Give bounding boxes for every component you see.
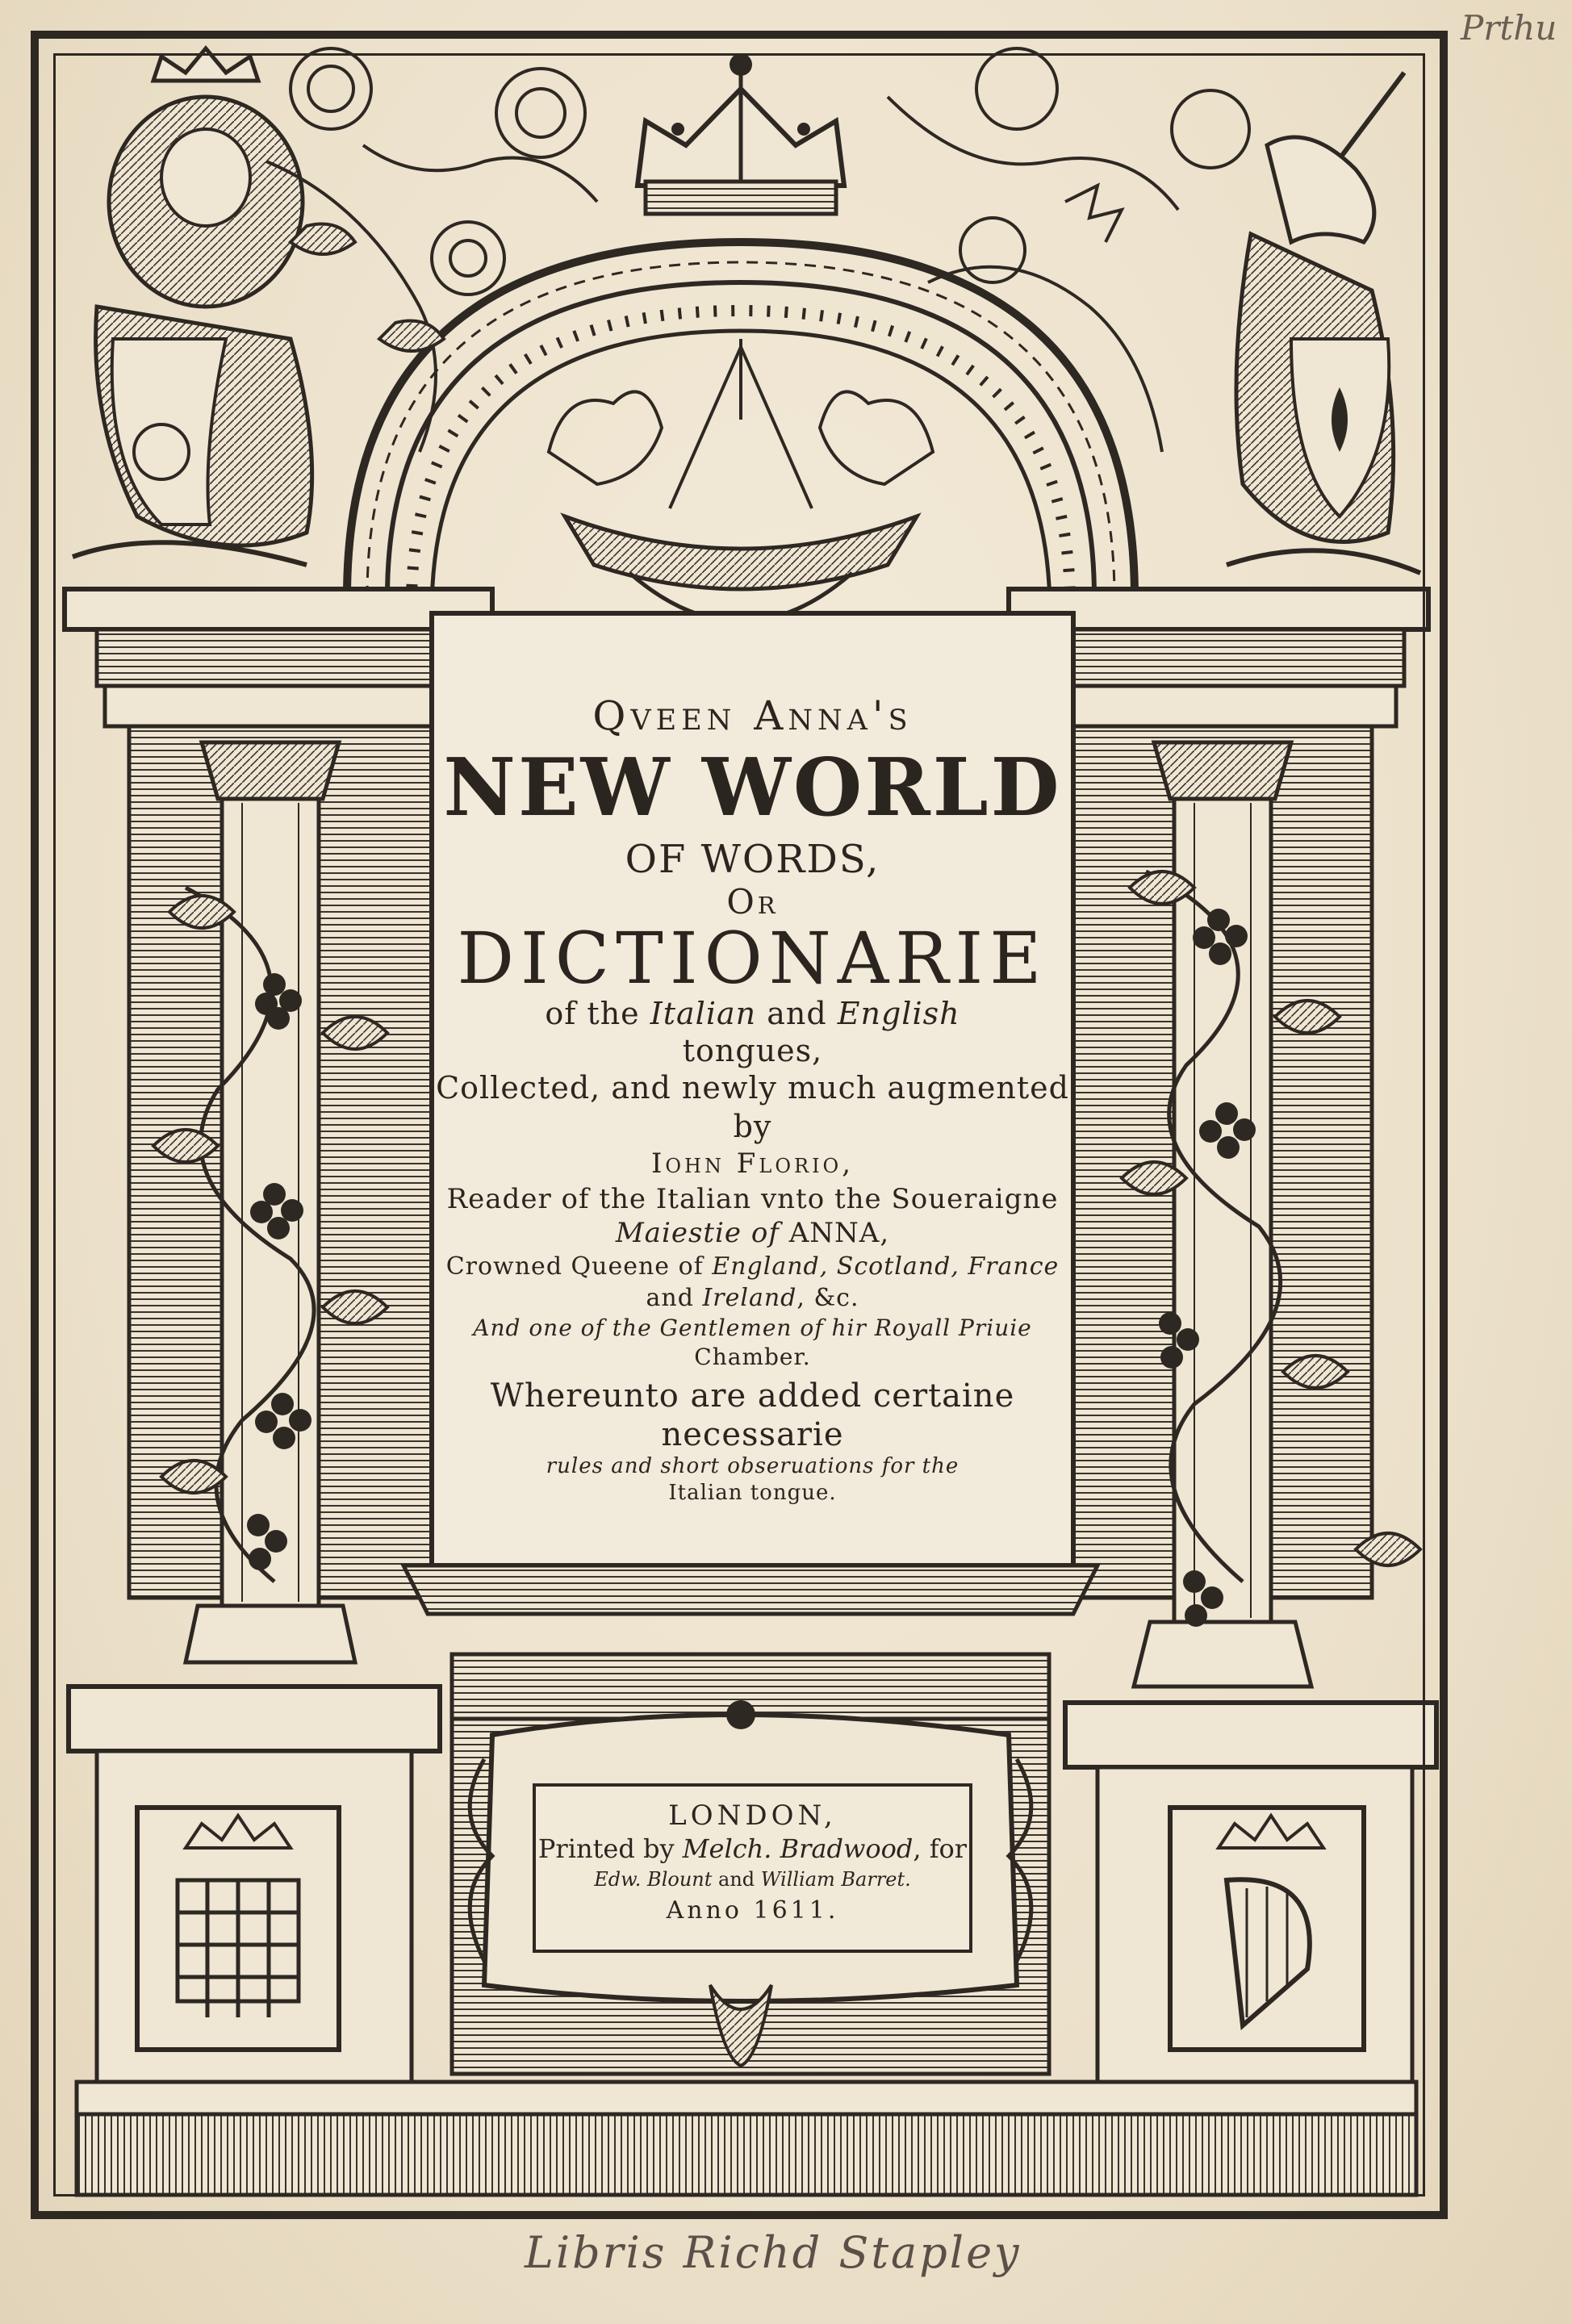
text-span: , &c. xyxy=(796,1283,859,1312)
text-span: William Barret. xyxy=(760,1868,911,1891)
title-line-17: rules and short obseruations for the xyxy=(546,1454,960,1479)
imprint-printer xyxy=(536,1832,969,1866)
title-line-3: OF WORDS, xyxy=(625,836,880,882)
title-block xyxy=(432,670,1073,1565)
text-span: Ireland xyxy=(702,1283,797,1312)
title-line-1: Qveen Anna's xyxy=(592,692,913,739)
title-line-15: Chamber. xyxy=(694,1344,811,1371)
title-dictionarie: DICTIONARIE xyxy=(457,916,1048,1000)
imprint-date: Anno 1611. xyxy=(666,1896,839,1925)
title-line-16: Whereunto are added certaine necessarie xyxy=(490,1377,1015,1454)
text-span: ANNA, xyxy=(779,1217,890,1250)
shelfmark: Prthu xyxy=(1461,8,1557,48)
title-line-7: tongues, xyxy=(682,1032,823,1068)
title-line-14: And one of the Gentlemen of hir Royall Priuie xyxy=(473,1314,1032,1341)
text-span: Italian xyxy=(650,996,757,1032)
title-line-13 xyxy=(432,1282,1073,1314)
imprint-block xyxy=(533,1783,972,1953)
text-span: Edw. Blount xyxy=(594,1868,713,1891)
title-line-11 xyxy=(432,1216,1073,1251)
title-line-8: Collected, and newly much augmented by xyxy=(436,1070,1069,1144)
text-span: England, Scotland, France xyxy=(712,1252,1060,1281)
text-span: Maiestie of xyxy=(615,1217,780,1250)
text-span: English xyxy=(837,996,960,1032)
title-line-6 xyxy=(432,996,1073,1033)
text-span: Melch. Bradwood xyxy=(682,1833,914,1864)
title-line-18: Italian tongue. xyxy=(668,1480,837,1505)
imprint-city: LONDON, xyxy=(668,1799,837,1832)
owner-signature: Libris Richd Stapley xyxy=(525,2227,1022,2278)
text-span: and xyxy=(756,996,838,1032)
text-span: , for xyxy=(913,1833,968,1864)
author-name: Iohn Florio, xyxy=(650,1147,855,1181)
title-line-12 xyxy=(432,1251,1073,1282)
title-line-10: Reader of the Italian vnto the Soueraigne xyxy=(446,1182,1059,1215)
text-span: Crowned Queene of xyxy=(445,1252,713,1281)
text-span: Printed by xyxy=(537,1833,683,1864)
title-main: NEW WORLD xyxy=(443,742,1062,834)
text-span: and xyxy=(712,1868,761,1891)
title-line-4: Or xyxy=(726,881,779,922)
text-span: of the xyxy=(545,996,650,1032)
text-span: and xyxy=(646,1283,703,1312)
imprint-sellers xyxy=(536,1866,969,1894)
